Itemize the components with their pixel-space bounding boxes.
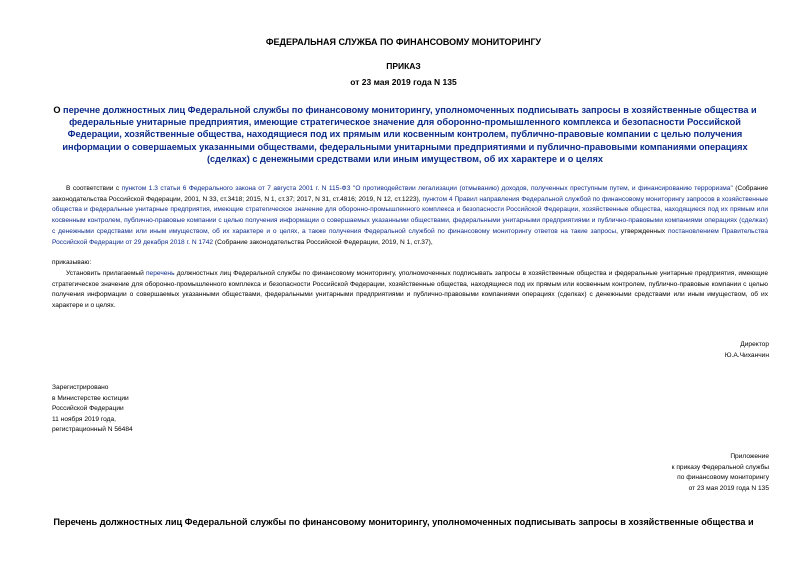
registration-line: 11 ноября 2019 года, [52,415,116,423]
appendix-line: по финансовому мониторингу [677,474,769,481]
preamble-text-1: В соответствии с [66,185,122,192]
registration-line: Российской Федерации [52,405,124,412]
list-link[interactable]: перечень [145,270,175,277]
operative-paragraph [52,269,768,312]
operative-text-2: должностных лиц Федеральной службы по финансовому мониторингу, уполномоченных подписывать запросы в хозяйственные общества и федеральные унитарные предприятия, имеющие стратегическое значение для оборонно-промышленного комплекса и безопасности Российской Федерации, хозяйственные общества, находящиеся под их прямым или косвенным контролем, публично-правовые компании с целью получения информации о совершаемых указанными обществами, федеральными унитарными предприятиями и публично-правовыми компаниями операциях (сделках) с денежными средствами или иным имуществом, об их характере и о целях. [52,270,768,310]
preamble-text-4: (Собрание законодательства Российской Федерации, 2019, N 1, ст.37), [213,238,433,246]
registration-line: в Министерстве юстиции [52,394,129,402]
order-date-number: от 23 мая 2019 года N 135 [350,77,457,87]
agency-heading: ФЕДЕРАЛЬНАЯ СЛУЖБА ПО ФИНАНСОВОМУ МОНИТОРИНГУ [265,37,542,47]
government-decree-link[interactable]: постановлением Правительства Российской Федерации от 29 декабря 2018 г. N 1742 [52,227,768,246]
preamble-paragraph [52,184,768,248]
appendix-line: от 23 мая 2019 года N 135 [688,484,769,492]
preamble-text-3: , утвержденных [616,227,668,235]
preamble-text-2: (Собрание законодательства Российской Федерации, 2001, N 33, ст.3418; 2015, N 1, ст.37; 2017, N 31, ст.4816; 2019, N 12, ст.1223), [52,185,768,203]
registration-line: регистрационный N 56484 [52,426,133,433]
order-title [52,104,758,165]
list-title: Перечень должностных лиц Федеральной службы по финансовому мониторингу, уполномоченных подписывать запросы в хозяйственные общества и [53,517,754,527]
operative-text-1: Установить прилагаемый [66,270,146,277]
signer-name: Ю.А.Чиханчин [724,351,769,359]
appendix-block [672,452,769,494]
rules-link[interactable]: пунктом 4 Правил направления Федеральной службой по финансовому мониторингу запросов в хозяйственные общества и федеральные унитарные предприятия, имеющие стратегическое значение для оборонно-промышленного комплекса и безопасности Российской Федерации, хозяйственные общества, находящиеся под их прямым или косвенным контролем, публично-правовые компании с целью получения информации о совершаемых указанными обществами, федеральными унитарными предприятиями и публично-правовыми компаниями операциях (сделках) с денежными средствами или иным имуществом, об их характере и о целях, а также получения Федеральной службой по финансовому мониторингу ответов на такие запросы [52,195,768,235]
order-title-prefix: О [53,105,64,115]
registration-block [52,383,133,436]
signature-block [725,340,769,361]
federal-law-link[interactable]: пунктом 1.3 статьи 6 Федерального закона от 7 августа 2001 г. N 115-ФЗ "О противодействии легализации (отмыванию) доходов, полученных преступным путем, и финансированию терроризма" [121,185,733,192]
doc-type-heading: ПРИКАЗ [386,61,421,71]
registration-line: Зарегистрировано [52,384,109,391]
appendix-line: к приказу Федеральной службы [671,463,769,471]
signer-position: Директор [740,341,769,348]
order-title-link[interactable]: перечне должностных лиц Федеральной службы по финансовому мониторингу, уполномоченных подписывать запросы в хозяйственные общества и федеральные унитарные предприятия, имеющие стратегическое значение для оборонно-промышленного комплекса и безопасности Российской Федерации, хозяйственные общества, находящиеся под их прямым или косвенным контролем, публично-правовые компании с целью получения информации о совершаемых указанными обществами, федеральными унитарными предприятиями и публично-правовыми компаниями операциях (сделках) с денежными средствами или иным имуществом, об их характере и о целях [62,105,757,164]
order-word: приказываю: [52,259,92,266]
appendix-line: Приложение [730,453,769,460]
